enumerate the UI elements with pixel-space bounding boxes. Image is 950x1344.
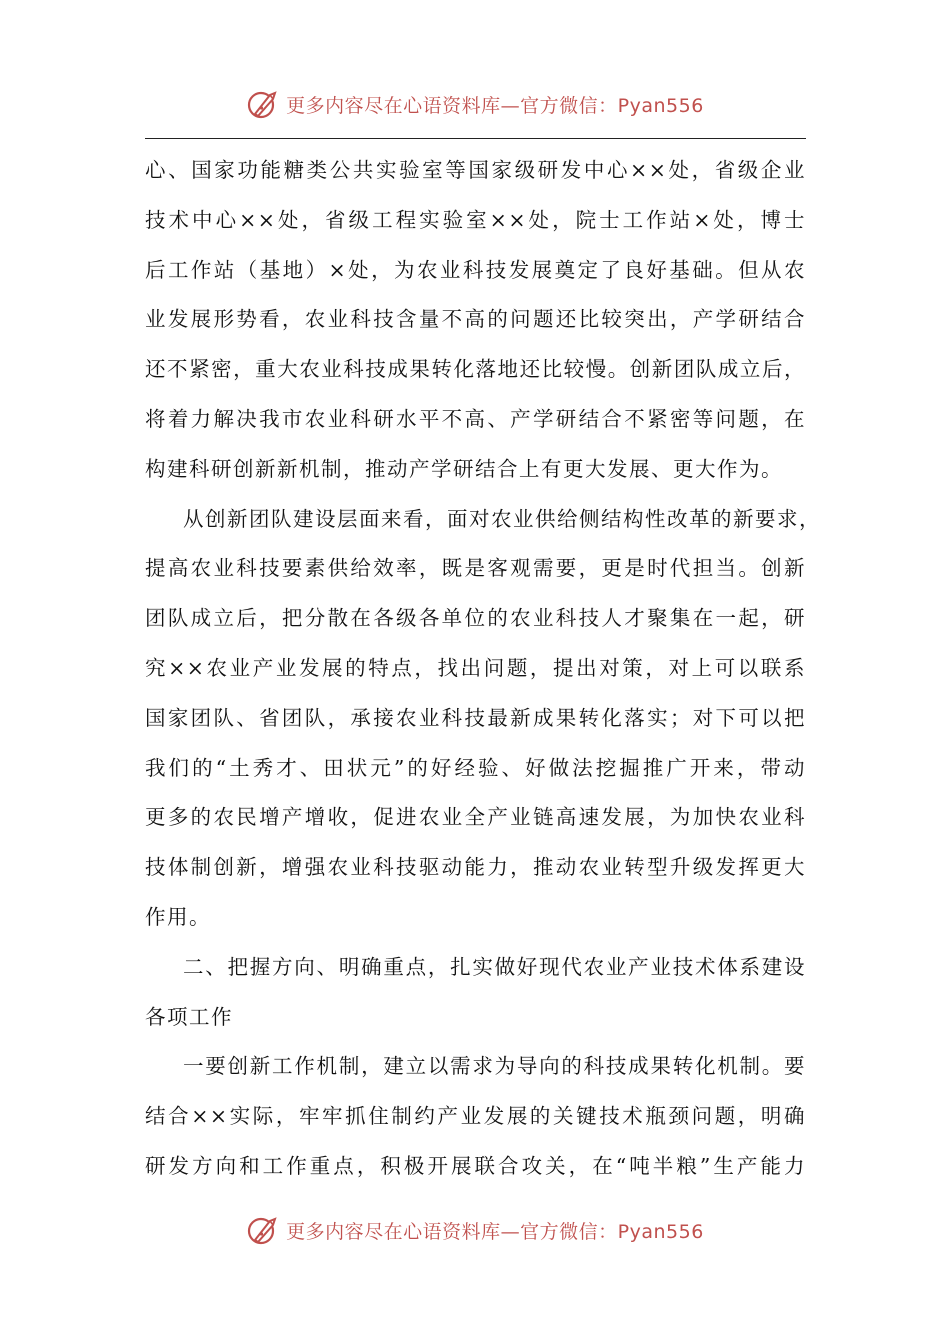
body-line-9: 提高农业科技要素供给效率，既是客观需要，更是时代担当。创新 — [145, 556, 806, 581]
footer-banner — [0, 1208, 950, 1252]
footer-wechat-id: Pyan556 — [617, 1220, 704, 1243]
header-rule — [145, 138, 806, 139]
section-heading-line-1: 二、把握方向、明确重点，扎实做好现代农业产业技术体系建设 — [183, 954, 806, 979]
body-line-12: 国家团队、省团队，承接农业科技最新成果转化落实；对下可以把 — [145, 705, 806, 730]
body-line-14: 更多的农民增产增收，促进农业全产业链高速发展，为加快农业科 — [145, 805, 806, 830]
body-line-15: 技体制创新，增强农业科技驱动能力，推动农业转型升级发挥更大 — [145, 855, 806, 880]
body-line-2: 技术中心××处，省级工程实验室××处，院士工作站×处，博士 — [145, 207, 806, 232]
body-line-6: 将着力解决我市农业科研水平不高、产学研结合不紧密等问题，在 — [145, 406, 806, 431]
body-line-10: 团队成立后，把分散在各级各单位的农业科技人才聚集在一起，研 — [145, 606, 806, 631]
body-line-4: 业发展形势看，农业科技含量不高的问题还比较突出，产学研结合 — [145, 307, 806, 332]
body-line-16: 作用。 — [145, 904, 211, 929]
header-banner-label: 更多内容尽在心语资料库—官方微信： — [286, 94, 618, 117]
body-line-20: 结合××实际，牢牢抓住制约产业发展的关键技术瓶颈问题，明确 — [145, 1104, 806, 1129]
pen-nib-circle-icon — [246, 1213, 280, 1247]
body-line-8: 从创新团队建设层面来看，面对农业供给侧结构性改革的新要求， — [183, 506, 821, 531]
document-body — [145, 146, 821, 1192]
body-line-21: 研发方向和工作重点，积极开展联合攻关，在“吨半粮”生产能力 — [145, 1153, 806, 1178]
body-line-11: 究××农业产业发展的特点，找出问题，提出对策，对上可以联系 — [145, 655, 806, 680]
footer-banner-text — [286, 1217, 704, 1244]
body-line-1: 心、国家功能糖类公共实验室等国家级研发中心××处，省级企业 — [145, 158, 806, 182]
header-banner — [0, 82, 950, 126]
header-wechat-id: Pyan556 — [617, 94, 704, 117]
body-line-19: 一要创新工作机制，建立以需求为导向的科技成果转化机制。要 — [183, 1054, 806, 1079]
header-banner-text — [286, 91, 704, 118]
pen-nib-circle-icon — [246, 87, 280, 121]
body-line-3: 后工作站（基地）×处，为农业科技发展奠定了良好基础。但从农 — [145, 257, 806, 282]
footer-banner-label: 更多内容尽在心语资料库—官方微信： — [286, 1220, 618, 1243]
body-line-5: 还不紧密，重大农业科技成果转化落地还比较慢。创新团队成立后， — [145, 357, 806, 382]
footer-banner-inner — [246, 1213, 704, 1247]
body-line-7: 构建科研创新新机制，推动产学研结合上有更大发展、更大作为。 — [145, 456, 783, 481]
body-line-13: 我们的“土秀才、田状元”的好经验、好做法挖掘推广开来，带动 — [145, 755, 806, 780]
section-heading-line-2: 各项工作 — [145, 1004, 233, 1029]
header-banner-inner — [246, 87, 704, 121]
